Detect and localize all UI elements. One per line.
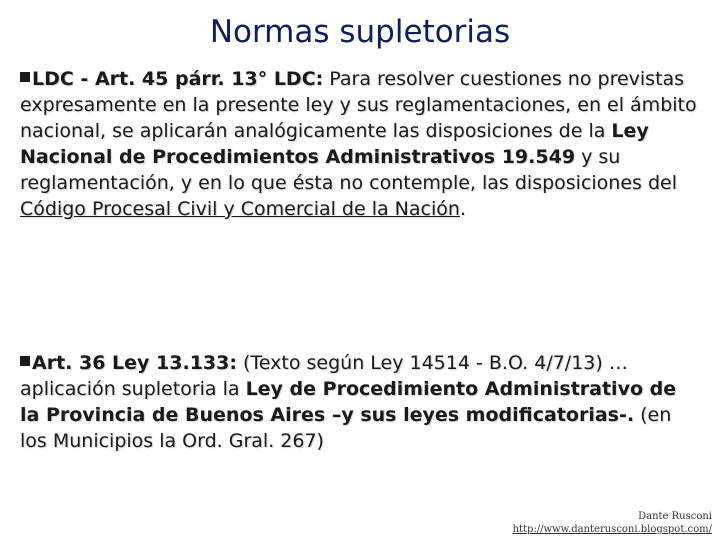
paragraph-ldc-lead: LDC - Art. 45 párr. 13° LDC:: [32, 68, 324, 90]
paragraph-ldc-text-2: y su reglamentación, y en lo que ésta no contemple, las disposiciones del: [20, 146, 678, 194]
paragraph-ldc: [20, 66, 700, 222]
paragraph-ley-13133-text-2: (en los Municipios la Ord. Gral. 267): [20, 404, 672, 452]
bullet-icon: [20, 356, 30, 366]
ley-procedimiento-pba: Ley de Procedimiento Administrativo de la Provincia de Buenos Aires –y sus leyes modificatorias-.: [20, 378, 677, 426]
footer-link[interactable]: http://www.danterusconi.blogspot.com/: [512, 524, 712, 535]
footer-credit: [513, 510, 712, 536]
codigo-procesal-civil: Código Procesal Civil y Comercial de la Nación: [20, 198, 460, 220]
paragraph-ley-13133: [20, 350, 700, 454]
footer-author: Dante Rusconi: [638, 511, 712, 522]
ley-procedimientos-administrativos: Ley Nacional de Procedimientos Administrativos 19.549: [20, 120, 649, 168]
slide-title: Normas supletorias: [209, 14, 511, 50]
paragraph-ley-13133-lead: Art. 36 Ley 13.133:: [32, 352, 237, 374]
bullet-icon: [20, 72, 30, 82]
paragraph-ldc-text-1: Para resolver cuestiones no previstas expresamente en la presente ley y sus reglamentaciones, en el ámbito nacional, se aplicarán analógicamente las disposiciones de la: [20, 68, 697, 142]
paragraph-ldc-text-3: .: [459, 198, 466, 220]
paragraph-ley-13133-text-1: (Texto según Ley 14514 - B.O. 4/7/13) …aplicación supletoria la: [20, 352, 628, 400]
